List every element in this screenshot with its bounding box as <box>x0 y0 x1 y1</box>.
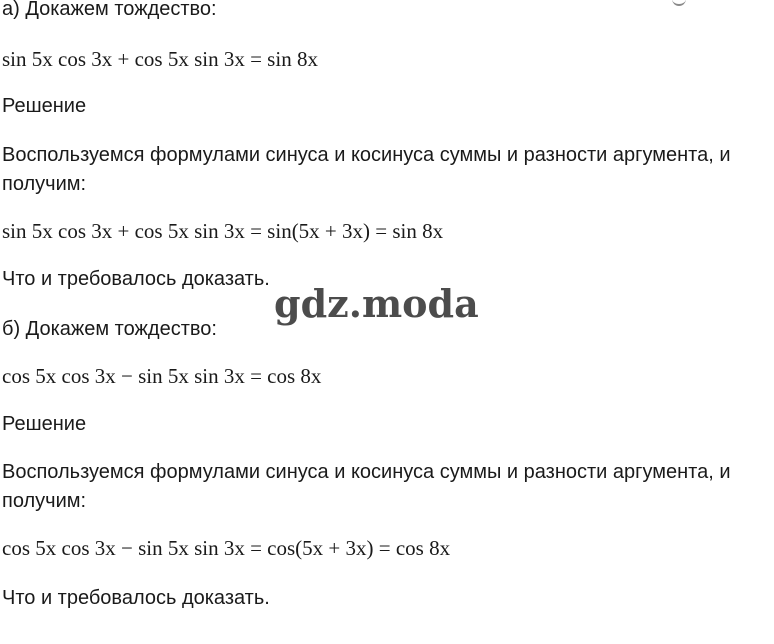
part-b-derivation: cos 5x cos 3x − sin 5x sin 3x = cos(5x + 3x) = cos 8x <box>2 536 451 560</box>
part-a-derivation: sin 5x cos 3x + cos 5x sin 3x = sin(5x + 3x) = sin 8x <box>2 219 444 243</box>
watermark-logo: gdz.moda <box>274 281 479 326</box>
part-b-explanation-line1: Воспользуемся формулами синуса и косинуса суммы и разности аргумента, и <box>2 461 731 483</box>
part-a-solution-label: Решение <box>2 95 87 117</box>
part-a-heading: а) Докажем тождество: <box>2 0 217 20</box>
part-b-heading: б) Докажем тождество: <box>2 318 217 340</box>
part-a-explanation-line1: Воспользуемся формулами синуса и косинуса суммы и разности аргумента, и <box>2 144 731 166</box>
part-a-identity: sin 5x cos 3x + cos 5x sin 3x = sin 8x <box>2 47 318 71</box>
part-b-identity: cos 5x cos 3x − sin 5x sin 3x = cos 8x <box>2 364 322 388</box>
part-b-explanation-line2: получим: <box>2 490 87 512</box>
part-b-solution-label: Решение <box>2 413 87 435</box>
part-a-conclusion: Что и требовалось доказать. <box>2 268 270 290</box>
part-a-explanation-line2: получим: <box>2 173 87 195</box>
part-b-conclusion: Что и требовалось доказать. <box>2 587 270 609</box>
corner-decoration <box>672 0 686 6</box>
